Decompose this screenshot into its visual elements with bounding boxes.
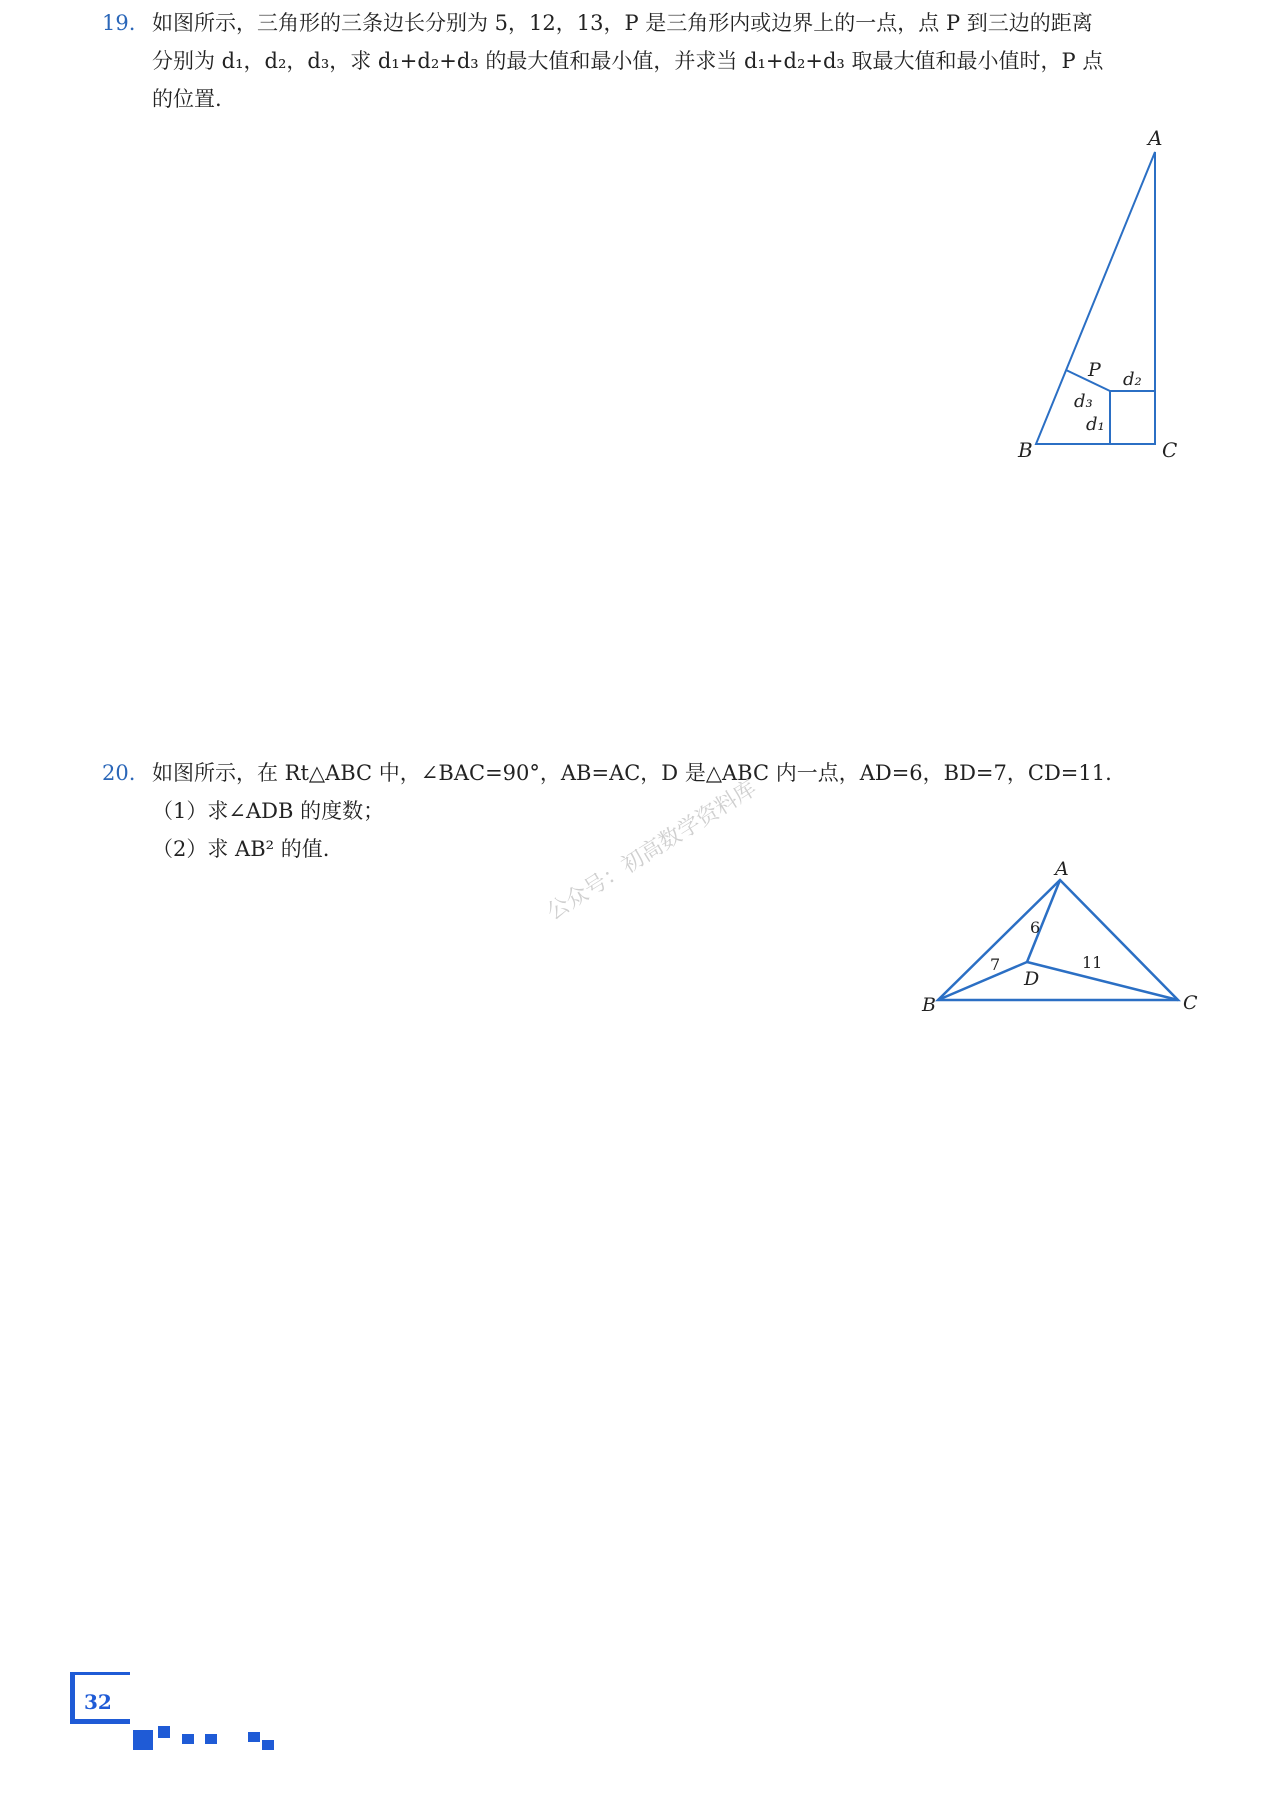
problem-19-line-3: 的位置. [152,87,222,111]
page-number: 32 [84,1690,112,1714]
label-d: D [1024,968,1040,990]
problem-19-line-2: 分别为 d₁，d₂，d₃，求 d₁+d₂+d₃ 的最大值和最小值，并求当 d₁+d₂+d₃ 取最大值和最小值时，P 点 [152,49,1104,73]
label-a-2: A [1055,858,1069,880]
label-c: C [1162,438,1178,462]
label-d3: d₃ [1074,391,1093,412]
figure-20 [910,855,1210,1015]
segment-bd [938,962,1027,1000]
problem-19-line-1: 如图所示，三角形的三条边长分别为 5，12，13，P 是三角形内或边界上的一点，点 P 到三边的距离 [152,11,1093,35]
label-p: P [1088,359,1101,381]
triangle-abc [1036,152,1155,444]
segment-cd [1027,962,1178,1000]
decor-square [262,1740,274,1750]
problem-19-number: 19. [102,11,136,35]
problem-20 [102,754,1112,868]
triangle-abc-2 [938,880,1178,1000]
label-bd-length: 7 [990,955,1001,974]
problem-20-number: 20. [102,761,136,785]
problem-20-part-2: （2）求 AB² 的值. [152,837,330,861]
label-d2: d₂ [1123,369,1142,390]
figure-19 [1000,125,1200,465]
decor-square [182,1734,194,1744]
problem-20-part-1: （1）求∠ADB 的度数； [152,799,385,823]
problem-20-line-1: 如图所示，在 Rt△ABC 中，∠BAC=90°，AB=AC，D 是△ABC 内一点，AD=6，BD=7，CD=11. [152,761,1112,785]
decor-square [248,1732,260,1742]
label-b: B [1018,438,1033,462]
watermark: 公众号：初高数学资料库 [542,775,762,926]
label-cd-length: 11 [1082,953,1103,972]
label-c-2: C [1183,992,1198,1014]
label-b-2: B [922,994,936,1015]
label-ad-length: 6 [1030,918,1041,937]
problem-19 [102,4,1103,118]
decor-square [205,1734,217,1744]
label-a: A [1148,126,1163,150]
decor-square [133,1730,153,1750]
label-d1: d₁ [1086,414,1105,435]
decor-square [158,1726,170,1738]
